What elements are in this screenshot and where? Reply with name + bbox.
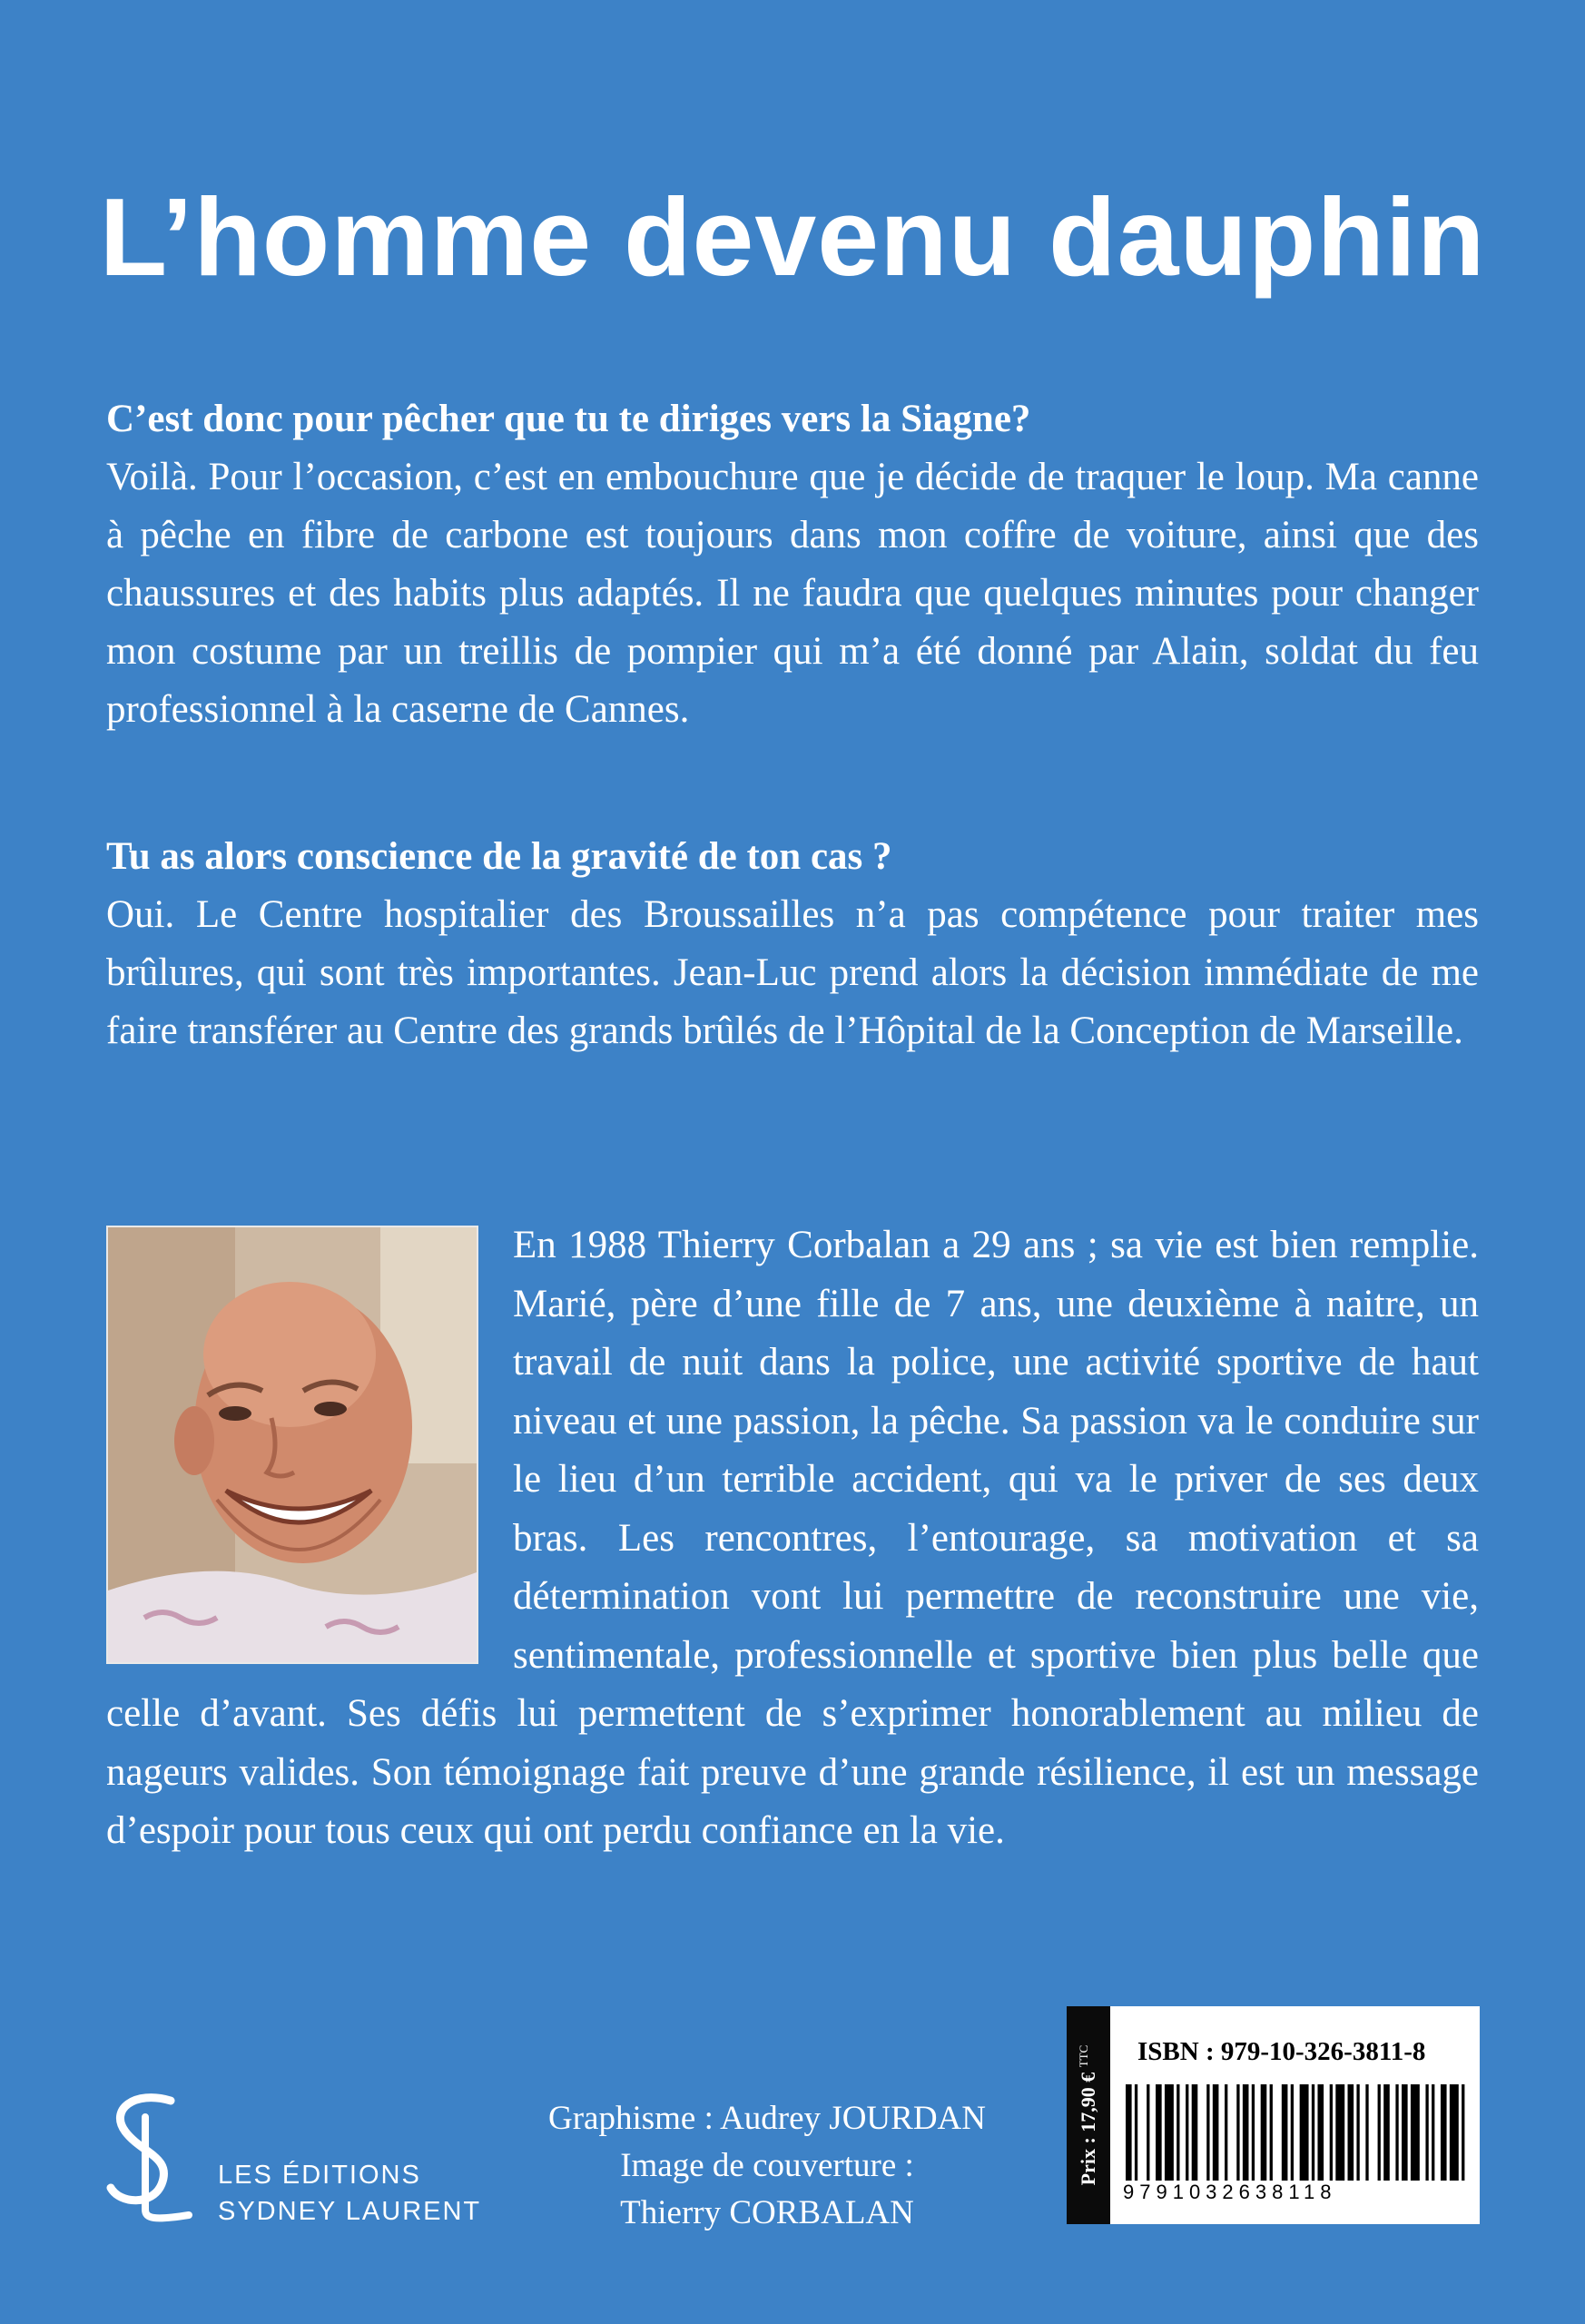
barcode-box xyxy=(1067,2006,1480,2224)
credits-cover-name: Thierry CORBALAN xyxy=(620,2194,914,2231)
publisher-logo-icon xyxy=(98,2090,198,2226)
answer-2: Oui. Le Centre hospitalier des Broussailles n’a pas compétence pour traiter mes brûlures, qui sont très importantes. Jean-Luc prend alors la décision immédiate de me faire transférer au Centre des grands brûlés de l’Hôpital de la Conception de Marseille. xyxy=(106,893,1479,1052)
qa-block-1 xyxy=(106,390,1479,739)
isbn-label: ISBN : 979-10-326-3811-8 xyxy=(1137,2037,1426,2066)
publisher-line-2: SYDNEY LAURENT xyxy=(218,2197,482,2226)
price-suffix: TTC xyxy=(1076,2044,1090,2068)
question-1: C’est donc pour pêcher que tu te diriges vers la Siagne? xyxy=(106,398,1031,440)
author-bio-text: En 1988 Thierry Corbalan a 29 ans ; sa vie est bien remplie. Marié, père d’une fille de 7 ans, une deuxième à naitre, un travail de nuit dans la police, une activité sportive de haut niveau et une passion, la pêche. Sa passion va le conduire sur le lieu d’un terrible accident, qui va le priver de ses deux bras. Les rencontres, l’entourage, sa motivation et sa détermination vont lui permettre de reconstruire une vie, sentimentale, professionnelle et sportive bien plus belle que celle d’avant. Ses défis lui permettent de s’exprimer honorablement au milieu de nageurs valides. Son témoignage fait preuve d’une grande résilience, il est un message d’espoir pour tous ceux qui ont perdu confiance en la vie. xyxy=(106,1224,1479,1852)
price-value: Prix : 17,90 € xyxy=(1077,2072,1100,2186)
price-strip xyxy=(1067,2006,1110,2224)
photo-spacer xyxy=(106,1216,513,1676)
barcode-icon xyxy=(1126,2084,1471,2181)
answer-1: Voilà. Pour l’occasion, c’est en embouchure que je décide de traquer le loup. Ma canne à pêche en fibre de carbone est toujours dans mon coffre de voiture, ainsi que des chaussures et des habits plus adaptés. Il ne faudra que quelques minutes pour changer mon costume par un treillis de pompier qui m’a été donné par Alain, soldat du feu professionnel à la caserne de Cannes. xyxy=(106,456,1479,731)
price-label xyxy=(1077,2045,1100,2186)
qa-block-2 xyxy=(106,828,1479,1060)
publisher-name xyxy=(218,2157,481,2230)
publisher-line-1: LES ÉDITIONS xyxy=(218,2161,421,2190)
credits xyxy=(495,2095,1039,2237)
credits-cover-label: Image de couverture : xyxy=(620,2147,914,2184)
question-2: Tu as alors conscience de la gravité de ton cas ? xyxy=(106,835,892,878)
book-title: L’homme devenu dauphin xyxy=(99,175,1486,299)
credits-design: Graphisme : Audrey JOURDAN xyxy=(548,2100,986,2137)
barcode-digits: 9791032638118 xyxy=(1123,2181,1337,2203)
author-bio xyxy=(106,1216,1479,1861)
